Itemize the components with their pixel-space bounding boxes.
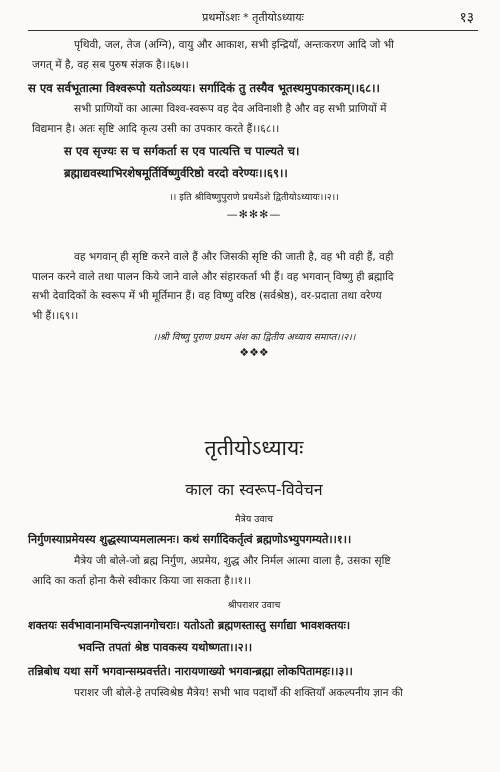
translation-1 [32,552,476,591]
text-line: सभी देवादिकों के स्वरूप में भी मूर्तिमान हैं। वह विष्णु वरिष्ठ (सर्वश्रेष्ठ), वर-प्रदाता तथा वरेण्य [32,290,382,302]
verse-1 [28,528,476,550]
verse-line: स एव सृज्यः स च सर्गकर्ता स एव पात्यत्ति च पाल्यते च। [64,144,300,158]
speaker-label: मैत्रेय उवाच [235,514,273,525]
page-number: १३ [459,10,474,26]
text-line: भी हैं।।६९।। [32,309,79,322]
hindi-colophon: ।।श्री विष्णु पुराण प्रथम अंश का द्वितीय अध्याय समाप्त।।२।। [152,332,356,343]
text-line: वह भगवान् ही सृष्टि करने वाले हैं और जिसकी सृष्टि की जाती है, वह भी वही हैं, वही [74,251,394,263]
running-title: प्रथमोंऽशः * तृतीयोऽध्यायः [202,11,304,24]
translation-69 [32,248,476,326]
text-line: सभी प्राणियों का आत्मा विश्व-स्वरूप वह देव अविनाशी है और वह सभी प्राणियों में [74,103,387,115]
verse-line: ब्रह्माद्यवस्थाभिरशेषमूर्तिर्विष्णुर्वरिष्ठो वरदो वरेण्यः।।६९।। [64,166,288,180]
translation-67 [32,36,476,75]
chapter-subtitle: काल का स्वरूप-विवेचन [185,480,323,499]
verse-68 [28,77,476,99]
verse-line: शक्तयः सर्वभावानामचिन्त्यज्ञानगोचराः। यतोऽतो ब्रह्मणस्तास्तु सर्गाद्या भावशक्तयः। [28,618,351,632]
text-line: आदि का कर्ता होना कैसे स्वीकार किया जा सकता है।।१।। [32,574,252,587]
speaker-label: श्रीपराशर उवाच [227,600,281,611]
header-rule [28,30,478,31]
sanskrit-colophon: ।। इति श्रीविष्णुपुराणे प्रथमेंऽशे द्वितीयोऽध्यायः।।२।। [169,192,339,203]
text-line: पराशर जी बोले-हे तपस्विश्रेष्ठ मैत्रेय! सभी भाव पदार्थों की शक्तियाँ अकल्पनीय ज्ञान की [74,687,403,699]
page-header [28,8,478,32]
verse-3 [28,660,476,682]
ornament-divider: —✻✻✻— [226,208,282,221]
verse-2 [28,614,476,658]
text-line: पालन करने वाले तथा पालन किये जाने वाले और संहारकर्ता भी हैं। वह भगवान् विष्णु ही ब्रह्मादि [32,270,394,283]
text-line: विद्यमान है। अतः सृष्टि आदि कृत्य उसी का उपकार करते हैं।।६८।। [32,122,280,135]
text-line: जगत् में है, वह सब पुरुष संज्ञक है।।६७।। [32,58,189,71]
verse-line: निर्गुणस्याप्रमेयस्य शुद्धस्याप्यमलात्मनः। कथं सर्गादिकर्तृत्वं ब्रह्मणोऽभ्युपगम्यते।।१।। [28,532,352,546]
ornament-divider: ❖❖❖ [239,346,269,359]
text-line: पृथिवी, जल, तेज (अग्नि), वायु और आकाश, सभी इन्द्रियाँ, अन्तःकरण आदि जो भी [74,39,394,51]
translation-2 [32,684,476,704]
verse-line: स एव सर्वभूतात्मा विश्वरूपो यतोऽव्ययः। सर्गादिकं तु तस्यैव भूतस्थमुपकारकम्।।६८।। [28,81,380,95]
translation-68 [32,100,476,139]
verse-69 [64,140,476,184]
verse-line: भवन्ति तपतां श्रेष्ठ पावकस्य यथोष्णता।।२।। [78,640,253,654]
chapter-title: तृतीयोऽध्यायः [204,436,304,460]
text-line: मैत्रेय जी बोले-जो ब्रह्म निर्गुण, अप्रमेय, शुद्ध और निर्मल आत्मा वाला है, उसका सृष्टि [74,555,391,567]
verse-line: तन्निबोध यथा सर्गे भगवान्सम्प्रवर्त्तते। नारायणाख्यो भगवान्ब्रह्मा लोकपितामहः।।३।। [28,664,353,678]
